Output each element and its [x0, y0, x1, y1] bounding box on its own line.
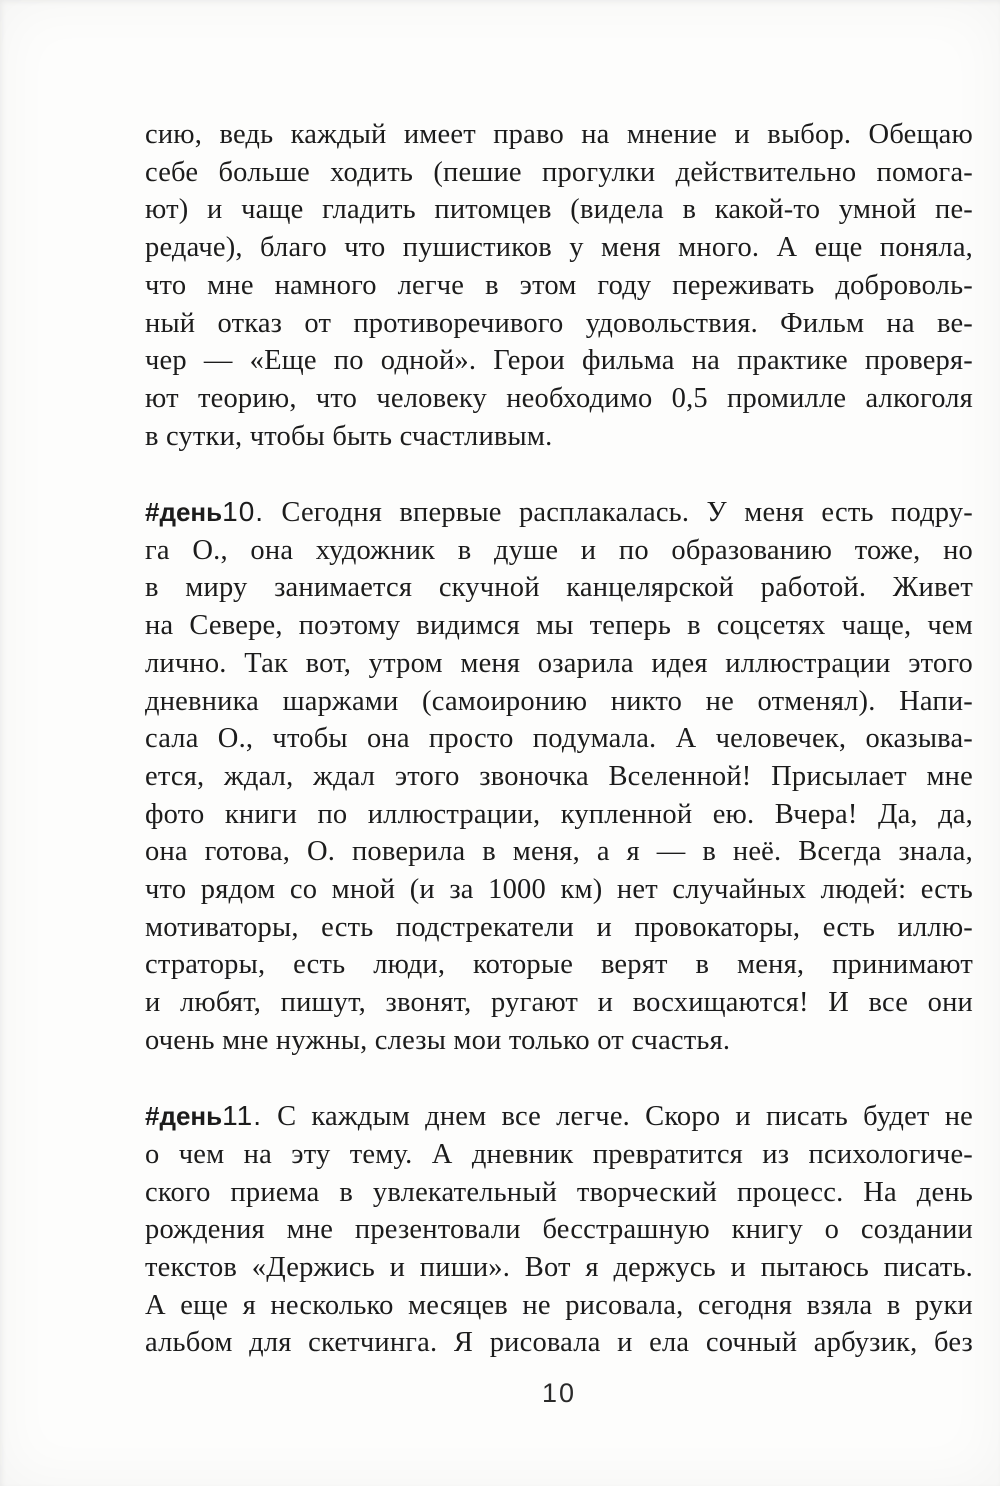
hashtag-day-number: 11.	[222, 1100, 262, 1132]
text-line: на Севере, поэтому видимся мы теперь в соцсетях чаще, чем	[145, 610, 973, 642]
text-line: страторы, есть люди, которые верят в меня, принимают	[145, 949, 973, 981]
text-line: фото книги по иллюстрации, купленной ею. Вчера! Да, да,	[145, 798, 973, 830]
text-line: что мне намного легче в этом году переживать доброволь-	[145, 269, 973, 301]
text-line: чер — «Еще по одной». Герои фильма на практике проверя-	[145, 345, 973, 377]
text-line: редаче), благо что пушистиков у меня много. А еще поняла,	[145, 232, 973, 264]
hashtag-day-label: #день	[145, 497, 223, 528]
text-line: о чем на эту тему. А дневник превратится из психологиче-	[145, 1138, 973, 1170]
text-block	[145, 116, 973, 1400]
text-line: #день11. С каждым днем все легче. Скоро и писать будет не	[145, 1100, 973, 1133]
text-line: она готова, О. поверила в меня, а я — в неё. Всегда знала,	[145, 836, 973, 868]
text-line: текстов «Держись и пиши». Вот я держусь и пытаюсь писать.	[145, 1252, 973, 1284]
page-number: 10	[541, 1378, 577, 1408]
text-line: сию, ведь каждый имеет право на мнение и выбор. Обещаю	[145, 119, 973, 150]
paragraph	[145, 116, 973, 455]
text-line: рождения мне презентовали бесстрашную книгу о создании	[145, 1214, 973, 1246]
text-line: #день10. Сегодня впервые расплакалась. У меня есть подру-	[145, 496, 973, 529]
text-line: сала О., чтобы она просто подумала. А человечек, оказыва-	[145, 723, 973, 755]
text-line: себе больше ходить (пешие прогулки действительно помога-	[145, 156, 973, 188]
text-line: и любят, пишут, звонят, ругают и восхищаются! И все они	[145, 987, 973, 1019]
text-line: очень мне нужны, слезы мои только от счастья.	[145, 1024, 731, 1056]
text-line: дневника шаржами (самоиронию никто не отменял). Напи-	[145, 685, 973, 717]
text-line: ют) и чаще гладить питомцев (видела в какой-то умной пе-	[145, 194, 973, 226]
text-line: что рядом со мной (и за 1000 км) нет случайных людей: есть	[145, 874, 973, 906]
text-line: А еще я несколько месяцев не рисовала, сегодня взяла в руки	[145, 1289, 973, 1321]
text-line: альбом для скетчинга. Я рисовала и ела сочный арбузик, без	[145, 1327, 973, 1359]
text-line: в миру занимается скучной канцелярской работой. Живет	[145, 572, 973, 604]
text-line: мотиваторы, есть подстрекатели и провокаторы, есть иллю-	[145, 911, 973, 943]
text-line: га О., она художник в душе и по образованию тоже, но	[145, 534, 973, 566]
text-line: ского приема в увлекательный творческий процесс. На день	[145, 1176, 973, 1208]
paragraph	[145, 493, 973, 1060]
paragraph	[145, 1097, 973, 1362]
text-line: лично. Так вот, утром меня озарила идея иллюстрации этого	[145, 647, 973, 679]
text-line: ется, ждал, ждал этого звоночка Вселенной! Присылает мне	[145, 760, 973, 792]
text-line: в сутки, чтобы быть счастливым.	[145, 420, 553, 452]
hashtag-day-label: #день	[145, 1101, 223, 1132]
hashtag-day-number: 10.	[222, 496, 265, 528]
text-line: ют теорию, что человеку необходимо 0,5 промилле алкоголя	[145, 382, 973, 414]
text-line: ный отказ от противоречивого удовольствия. Фильм на ве-	[145, 307, 973, 339]
